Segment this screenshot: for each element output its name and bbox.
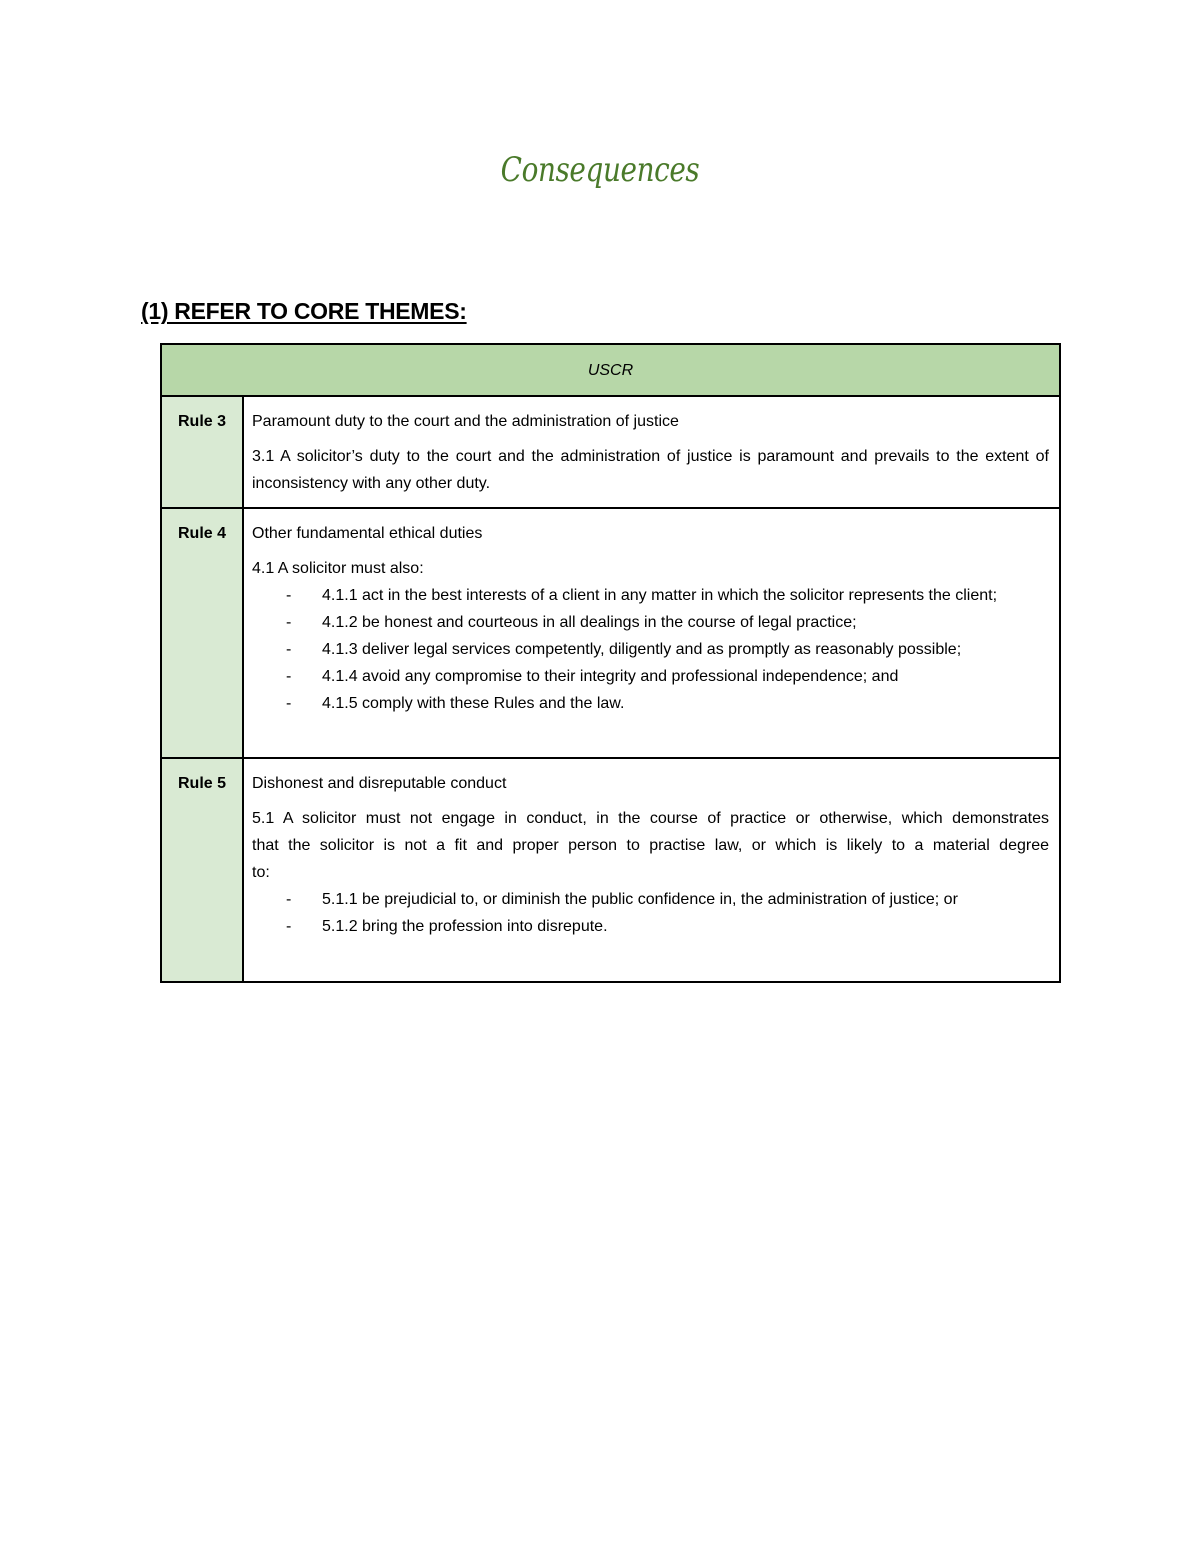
- table-row: [161, 396, 1060, 508]
- rule-title: Other fundamental ethical duties: [252, 525, 483, 542]
- list-item: - 5.1.2 bring the profession into disrepute.: [322, 913, 1049, 940]
- table-header-row: [161, 344, 1060, 396]
- rule-body: [243, 396, 1060, 508]
- list-item: - 4.1.5 comply with these Rules and the law.: [322, 690, 1049, 717]
- sub-item-list: [252, 886, 1049, 940]
- rule-paragraph: 5.1 A solicitor must not engage in conduct, in the course of practice or otherwise, which demonstrates that the solicitor is not a fit and proper person to practise law, or which is likely to a material degree to:: [252, 810, 1049, 881]
- rule-title: Dishonest and disreputable conduct: [252, 775, 507, 792]
- rule-label: Rule 4: [161, 508, 243, 758]
- rule-title: Paramount duty to the court and the administration of justice: [252, 413, 679, 430]
- table-row: [161, 508, 1060, 758]
- section-heading: (1) REFER TO CORE THEMES:: [141, 298, 467, 324]
- rule-paragraph: 3.1 A solicitor’s duty to the court and the administration of justice is paramount and prevails to the extent of inconsistency with any other duty.: [252, 448, 1049, 492]
- sub-item-list: [252, 582, 1049, 717]
- page-title: Consequences: [500, 150, 700, 190]
- list-item: - 5.1.1 be prejudicial to, or diminish the public confidence in, the administration of justice; or: [322, 886, 1049, 913]
- uscr-table: [160, 343, 1061, 983]
- list-item: - 4.1.2 be honest and courteous in all dealings in the course of legal practice;: [322, 609, 1049, 636]
- list-item: - 4.1.3 deliver legal services competently, diligently and as promptly as reasonably possible;: [322, 636, 1049, 663]
- rule-paragraph: 4.1 A solicitor must also:: [252, 560, 424, 577]
- rule-body: [243, 508, 1060, 758]
- list-item: - 4.1.4 avoid any compromise to their integrity and professional independence; and: [322, 663, 1049, 690]
- table-header-cell: USCR: [161, 344, 1060, 396]
- rule-label: Rule 5: [161, 758, 243, 982]
- rule-label: Rule 3: [161, 396, 243, 508]
- list-item: - 4.1.1 act in the best interests of a client in any matter in which the solicitor represents the client;: [322, 582, 1049, 609]
- table-row: [161, 758, 1060, 982]
- rule-body: [243, 758, 1060, 982]
